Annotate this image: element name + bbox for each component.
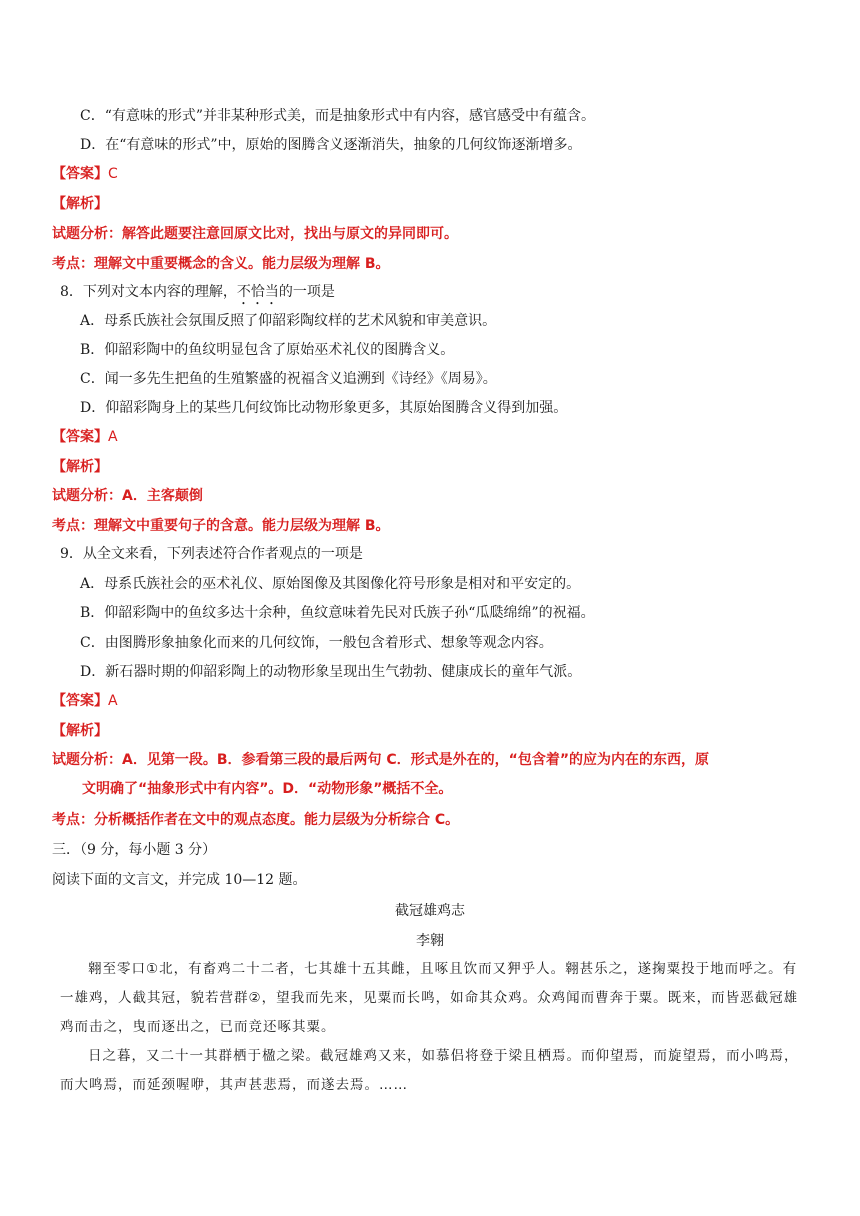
q9-option-c: C．由图腾形象抽象化而来的几何纹饰，一般包含着形式、想象等观念内容。 [80,635,553,651]
answer-tag: 【答案】 [52,693,108,709]
q9-point: 考点：分析概括作者在文中的观点态度。能力层级为分析综合 C。 [52,812,460,828]
q9-option-d: D．新石器时期的仰韶彩陶上的动物形象呈现出生气勃勃、健康成长的童年气派。 [80,664,582,680]
passage-paragraph-1: 翱至零口①北，有畜鸡二十二者，七其雄十五其雌，且啄且饮而又狎乎人。翱甚乐之，遂掬粟投于地而呼之。有一雄鸡，人截其冠，貌若营群②，望我而先来，见粟而长鸣，如命其众鸡。众鸡闻而曹奔于粟。既来，而皆恶截冠雄鸡而击之，曳而逐出之，已而竞还啄其粟。 [60,961,799,1035]
section-heading: 三．（9 分，每小题 3 分） [52,842,217,858]
q8-option-a: A．母系氏族社会氛围反照了仰韶彩陶纹样的艺术风貌和审美意识。 [80,313,497,329]
passage-title: 截冠雄鸡志 [395,903,465,919]
q9-analysis-tag: 【解析】 [52,723,108,739]
q7-point: 考点：理解文中重要概念的含义。能力层级为理解 B。 [52,256,390,272]
q8-option-d: D．仰韶彩陶身上的某些几何纹饰比动物形象更多，其原始图腾含义得到加强。 [80,400,568,416]
answer-value: A [108,429,118,445]
q7-option-d: D．在“有意味的形式”中，原始的图腾含义逐渐消失，抽象的几何纹饰逐渐增多。 [80,137,582,153]
q9-analysis-line1: 试题分析：A．见第一段。B．参看第三段的最后两句 C．形式是外在的，“包含着”的应为内在的东西，原 [52,752,710,768]
passage-author: 李翱 [416,933,444,949]
q8-answer [52,428,118,446]
q7-analysis-tag: 【解析】 [52,196,108,212]
answer-value: C [108,166,118,182]
q8-point: 考点：理解文中重要句子的含意。能力层级为理解 B。 [52,518,390,534]
answer-tag: 【答案】 [52,166,108,182]
emphasis-text: 不恰当 [236,284,279,300]
q8-analysis-tag: 【解析】 [52,459,108,475]
q9-option-b: B．仰韶彩陶中的鱼纹多达十余种，鱼纹意味着先民对氏族子孙“瓜瓞绵绵”的祝福。 [80,605,595,621]
q8-option-c: C．闻一多先生把鱼的生殖繁盛的祝福含义追溯到《诗经》《周易》。 [80,371,497,387]
passage-paragraph-2: 日之暮，又二十一其群栖于楹之梁。截冠雄鸡又来，如慕侣将登于梁且栖焉。而仰望焉，而旋望焉，而小鸣焉，而大鸣焉，而延颈喔咿，其声甚悲焉，而遂去焉。…… [60,1048,799,1093]
q9-answer [52,692,118,710]
answer-tag: 【答案】 [52,429,108,445]
q8-analysis: 试题分析：A．主客颠倒 [52,488,203,504]
answer-value: A [108,693,118,709]
q8-option-b: B．仰韶彩陶中的鱼纹明显包含了原始巫术礼仪的图腾含义。 [80,342,455,358]
q9-stem: 9．从全文来看，下列表述符合作者观点的一项是 [60,546,363,562]
q7-answer [52,165,118,183]
q7-option-c: C．“有意味的形式”并非某种形式美，而是抽象形式中有内容，感官感受中有蕴含。 [80,108,596,124]
q9-analysis-line2: 文明确了“抽象形式中有内容”。D．“动物形象”概括不全。 [82,781,453,797]
q8-stem: 8．下列对文本内容的理解，不恰当的一项是 [60,284,335,300]
section-instruction: 阅读下面的文言文，并完成 10—12 题。 [52,872,307,888]
q9-option-a: A．母系氏族社会的巫术礼仪、原始图像及其图像化符号形象是相对和平安定的。 [80,576,581,592]
q7-analysis: 试题分析：解答此题要注意回原文比对，找出与原文的异同即可。 [52,226,458,242]
